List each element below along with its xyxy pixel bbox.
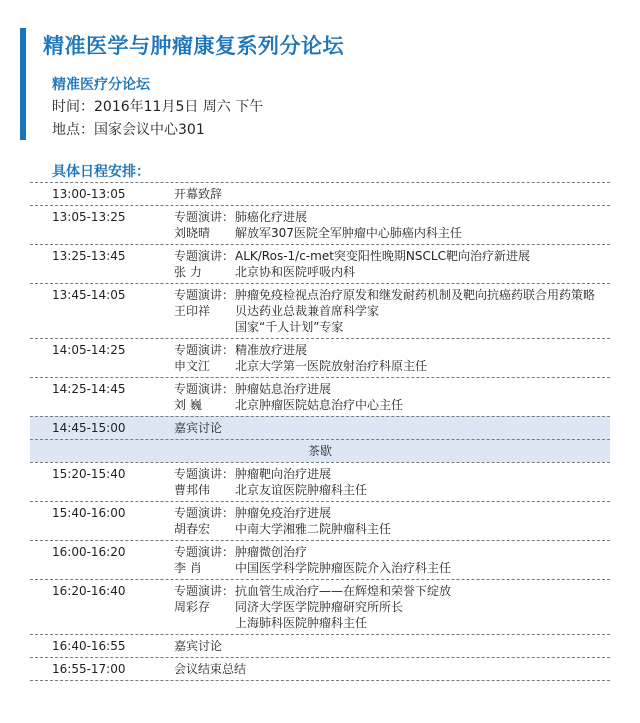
session-type: 专题演讲： bbox=[174, 584, 235, 598]
session-topic: 肿瘤姑息治疗进展 bbox=[235, 382, 332, 396]
session-topic: 肿瘤免疫治疗进展 bbox=[235, 506, 332, 520]
session-title: 嘉宾讨论 bbox=[174, 639, 223, 653]
speaker-affiliation: 贝达药业总裁兼首席科学家 bbox=[235, 304, 380, 318]
speaker-name: 王印祥 bbox=[174, 304, 211, 318]
session-title: 嘉宾讨论 bbox=[174, 421, 223, 435]
schedule-row bbox=[30, 244, 610, 283]
session-topic: 肿瘤微创治疗 bbox=[235, 545, 308, 559]
speaker-affiliation: 同济大学医学院肿瘤研究所所长 bbox=[235, 600, 404, 614]
speaker-name: 张 力 bbox=[174, 265, 202, 279]
speaker-name: 刘晓晴 bbox=[174, 226, 211, 240]
session-type: 专题演讲： bbox=[174, 467, 235, 481]
speaker-affiliation: 北京友谊医院肿瘤科主任 bbox=[235, 483, 368, 497]
session-topic: 肿瘤免疫检视点治疗原发和继发耐药机制及靶向抗癌药联合用药策略 bbox=[235, 288, 596, 302]
schedule-row bbox=[30, 283, 610, 338]
schedule-row bbox=[30, 501, 610, 540]
session-time: 13:25-13:45 bbox=[52, 249, 126, 263]
schedule-table bbox=[30, 182, 610, 681]
session-time: 13:00-13:05 bbox=[52, 187, 126, 201]
session-title: 开幕致辞 bbox=[174, 187, 223, 201]
schedule-row bbox=[30, 377, 610, 416]
session-topic: 精准放疗进展 bbox=[235, 343, 308, 357]
speaker-affiliation: 北京协和医院呼吸内科 bbox=[235, 265, 356, 279]
speaker-name: 周彩存 bbox=[174, 600, 211, 614]
session-type: 专题演讲： bbox=[174, 210, 235, 224]
speaker-affiliation: 中南大学湘雅二院肿瘤科主任 bbox=[235, 522, 392, 536]
speaker-affiliation: 北京肿瘤医院姑息治疗中心主任 bbox=[235, 398, 404, 412]
session-time: 15:40-16:00 bbox=[52, 506, 126, 520]
tea-break-row bbox=[30, 439, 610, 462]
session-time: 14:25-14:45 bbox=[52, 382, 126, 396]
page-title: 精准医学与肿瘤康复系列分论坛 bbox=[43, 34, 344, 58]
speaker-name: 刘 巍 bbox=[174, 398, 202, 412]
schedule-row bbox=[30, 579, 610, 634]
session-time: 16:40-16:55 bbox=[52, 639, 126, 653]
schedule-row bbox=[30, 462, 610, 501]
session-type: 专题演讲： bbox=[174, 382, 235, 396]
speaker-affiliation: 解放军307医院全军肿瘤中心肺癌内科主任 bbox=[235, 226, 462, 240]
schedule-row bbox=[30, 657, 610, 681]
speaker-name: 胡春宏 bbox=[174, 522, 211, 536]
session-time: 16:20-16:40 bbox=[52, 584, 126, 598]
session-time: 16:00-16:20 bbox=[52, 545, 126, 559]
schedule-row bbox=[30, 205, 610, 244]
session-time: 13:45-14:05 bbox=[52, 288, 126, 302]
tea-break-label: 茶歇 bbox=[307, 444, 332, 458]
session-time: 13:05-13:25 bbox=[52, 210, 126, 224]
session-time: 14:45-15:00 bbox=[52, 421, 126, 435]
session-type: 专题演讲： bbox=[174, 506, 235, 520]
speaker-name: 李 肖 bbox=[174, 561, 202, 575]
session-type: 专题演讲： bbox=[174, 288, 235, 302]
schedule-row bbox=[30, 182, 610, 205]
session-title: 会议结束总结 bbox=[174, 662, 247, 676]
speaker-affiliation: 中国医学科学院肿瘤医院介入治疗科主任 bbox=[235, 561, 452, 575]
session-type: 专题演讲： bbox=[174, 249, 235, 263]
session-topic: 肺癌化疗进展 bbox=[235, 210, 308, 224]
speaker-affiliation-2: 国家“千人计划”专家 bbox=[235, 320, 344, 334]
session-topic: 抗血管生成治疗——在辉煌和荣誉下绽放 bbox=[235, 584, 452, 598]
schedule-heading: 具体日程安排： bbox=[52, 164, 150, 180]
session-topic: 肿瘤靶向治疗进展 bbox=[235, 467, 332, 481]
speaker-affiliation-2: 上海肺科医院肿瘤科主任 bbox=[235, 616, 368, 630]
session-time: 14:05-14:25 bbox=[52, 343, 126, 357]
speaker-affiliation: 北京大学第一医院放射治疗科原主任 bbox=[235, 359, 428, 373]
session-topic: ALK/Ros-1/c-met突变阳性晚期NSCLC靶向治疗新进展 bbox=[235, 249, 530, 263]
session-type: 专题演讲： bbox=[174, 545, 235, 559]
schedule-row bbox=[30, 416, 610, 439]
session-time: 16:55-17:00 bbox=[52, 662, 126, 676]
event-time: 时间：2016年11月5日 周六 下午 bbox=[52, 99, 264, 115]
schedule-row bbox=[30, 634, 610, 657]
schedule-row bbox=[30, 338, 610, 377]
speaker-name: 曹邦伟 bbox=[174, 483, 211, 497]
forum-subtitle: 精准医疗分论坛 bbox=[52, 77, 150, 93]
session-time: 15:20-15:40 bbox=[52, 467, 126, 481]
schedule-row bbox=[30, 540, 610, 579]
title-accent-bar bbox=[20, 28, 26, 140]
session-type: 专题演讲： bbox=[174, 343, 235, 357]
event-place: 地点：国家会议中心301 bbox=[52, 122, 205, 138]
speaker-name: 申文江 bbox=[174, 359, 211, 373]
